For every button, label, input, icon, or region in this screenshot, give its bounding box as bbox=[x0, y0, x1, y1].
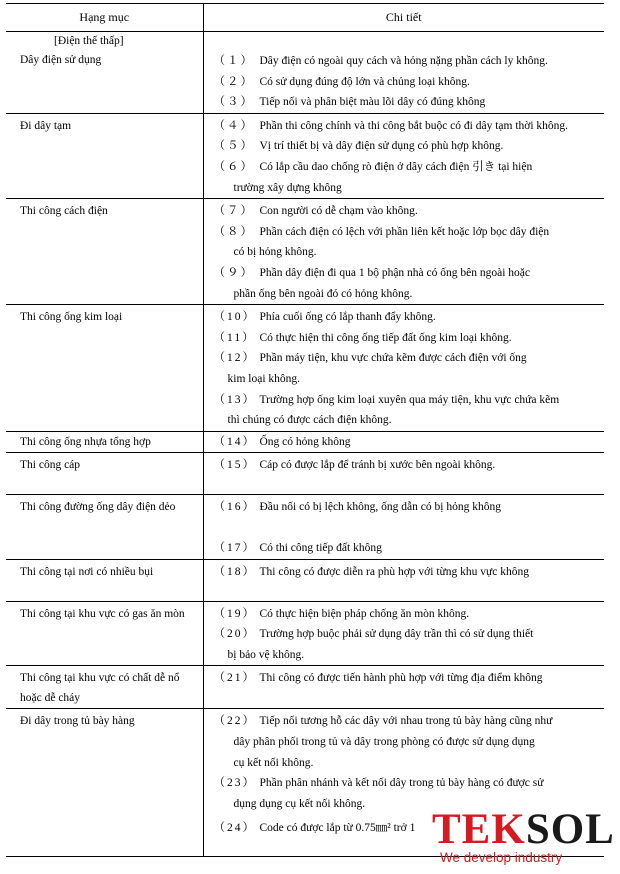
list-item: （９） Phần dây điện đi qua 1 bộ phận nhà có ống bên ngoài hoặc bbox=[213, 266, 531, 279]
row-category: Thi công ống kim loại bbox=[6, 305, 203, 432]
list-item-continuation: phần ống bên ngoài đó có hỏng không. bbox=[233, 287, 413, 300]
row-category: Thi công đường ống dây điện dẻo bbox=[6, 494, 203, 559]
list-item-continuation: có bị hỏng không. bbox=[233, 246, 317, 259]
row-category: Dây điện sử dụng bbox=[20, 54, 102, 66]
inspection-table bbox=[6, 3, 604, 857]
list-item: （４） Phần thi công chính và thi công bắt buộc có đi dây tạm thời không. bbox=[213, 119, 569, 132]
list-item-continuation: dụng dụng cụ kết nối không. bbox=[233, 797, 366, 810]
list-item: （22） Tiếp nối tương hỗ các dây với nhau trong tủ bày hàng cũng như bbox=[213, 715, 553, 728]
table-row bbox=[6, 560, 604, 602]
list-item: （18） Thi công có được diễn ra phù hợp với từng khu vực không bbox=[213, 566, 529, 579]
list-item-continuation: bị bảo vệ không. bbox=[227, 648, 305, 661]
inspection-table-sheet bbox=[6, 3, 604, 857]
row-category: Đi dây trong tủ bày hàng bbox=[6, 709, 203, 857]
row-category: Thi công tại nơi có nhiều bụi bbox=[6, 560, 203, 602]
list-item: （17） Có thi công tiếp đất không bbox=[213, 542, 382, 555]
table-row bbox=[6, 113, 604, 198]
list-item: （７） Con người có dễ chạm vào không. bbox=[213, 205, 418, 218]
list-item-continuation: trường xây dựng không bbox=[233, 181, 342, 194]
header-details: Chi tiết bbox=[203, 4, 604, 32]
list-item: （16） Đầu nối có bị lệch không, ống dẫn có bị hỏng không bbox=[213, 500, 501, 513]
list-item: （１） Dây điện có ngoài quy cách và hỏng nặng phần cách ly không. bbox=[213, 55, 548, 67]
row-category: Thi công cáp bbox=[6, 453, 203, 495]
list-item-continuation: dây phân phối trong tủ và dây trong phòng có được sử dụng dụng bbox=[233, 736, 535, 749]
table-row bbox=[6, 601, 604, 666]
table-row bbox=[6, 32, 604, 114]
row-category: Thi công ống nhựa tổng hợp bbox=[6, 431, 203, 453]
list-item: （23） Phần phân nhánh và kết nối dây trong tủ bày hàng có được sử bbox=[213, 777, 544, 790]
list-item: （６） Có lắp cầu dao chống rò điện ở dây cách điện 引き tại hiện bbox=[213, 160, 533, 173]
list-item: （20） Trường hợp buộc phải sử dụng dây trần thì có sử dụng thiết bbox=[213, 628, 534, 641]
list-item: （２） Có sử dụng đúng độ lớn và chủng loại không. bbox=[213, 75, 470, 88]
table-header-row bbox=[6, 4, 604, 32]
list-item: （21） Thi công có được tiến hành phù hợp với từng địa điểm không bbox=[213, 672, 543, 685]
list-item: （８） Phần cách điện có lệch với phần liên kết hoặc lớp bọc dây điện bbox=[213, 225, 550, 238]
row-category: Thi công cách điện bbox=[6, 199, 203, 305]
list-item: （14） Ống có hỏng không bbox=[213, 435, 351, 448]
list-item: （10） Phía cuối ống có lắp thanh đẩy không. bbox=[213, 311, 436, 324]
logo-tagline: We develop industry bbox=[440, 850, 563, 865]
list-item: （24） Code có được lắp từ 0.75㎜² trở 1 bbox=[213, 822, 416, 835]
list-item: （15） Cáp có được lắp để tránh bị xước bên ngoài không. bbox=[213, 459, 496, 472]
list-item: （13） Trường hợp ống kim loại xuyên qua máy tiện, khu vực chứa kẽm bbox=[213, 393, 560, 406]
table-row bbox=[6, 666, 604, 709]
logo-wordmark: TEKSOL bbox=[432, 806, 615, 853]
teksol-logo bbox=[432, 806, 618, 865]
table-row bbox=[6, 453, 604, 495]
row-category: Đi dây tạm bbox=[6, 113, 203, 198]
list-item: （11） Có thực hiện thi công ống tiếp đất ống kim loại không. bbox=[213, 331, 512, 344]
list-item-continuation: kim loại không. bbox=[227, 372, 301, 385]
list-item-continuation: thì chúng có được cách điện không. bbox=[227, 414, 392, 427]
section-label: [Điện thế thấp] bbox=[54, 35, 124, 47]
row-category: Thi công tại khu vực có gas ăn mòn bbox=[6, 601, 203, 666]
table-row bbox=[6, 305, 604, 432]
table-row bbox=[6, 431, 604, 453]
list-item: （19） Có thực hiện biện pháp chống ăn mòn không. bbox=[213, 607, 470, 620]
table-row bbox=[6, 199, 604, 305]
header-category: Hạng mục bbox=[6, 4, 203, 32]
list-item: （３） Tiếp nối và phân biệt màu lõi dây có đúng không bbox=[213, 96, 486, 109]
list-item-continuation: cụ kết nối không. bbox=[233, 756, 314, 769]
list-item: （12） Phần máy tiện, khu vực chứa kẽm được cách điện với ống bbox=[213, 352, 527, 365]
row-category: Thi công tại khu vực có chất dễ nổ hoặc dễ cháy bbox=[6, 666, 203, 709]
table-row bbox=[6, 494, 604, 559]
list-item: （５） Vị trí thiết bị và dây điện sử dụng có phù hợp không. bbox=[213, 140, 504, 153]
